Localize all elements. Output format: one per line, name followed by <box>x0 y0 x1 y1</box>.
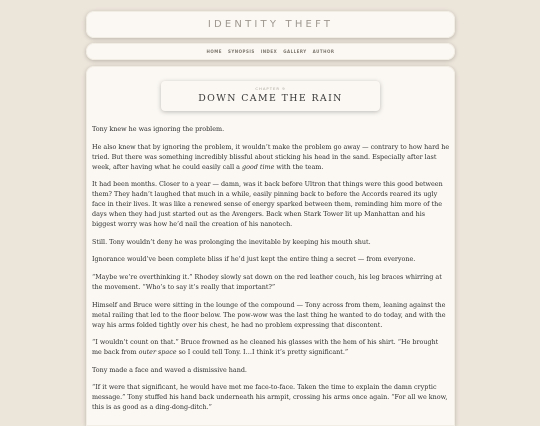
story-paragraph <box>92 382 450 412</box>
paragraph-text: Still. Tony wouldn’t deny he was prolonging the inevitable by keeping his mouth shut. <box>92 237 371 246</box>
story-paragraph <box>92 142 450 172</box>
paragraph-text: Tony made a face and waved a dismissive hand. <box>92 365 247 374</box>
story-paragraph <box>92 272 450 292</box>
site-title[interactable]: IDENTITY THEFT <box>207 19 334 30</box>
nav-link-gallery[interactable]: GALLERY <box>283 49 307 54</box>
nav-link-index[interactable]: INDEX <box>260 49 278 54</box>
paragraph-text: with the team. <box>274 162 324 171</box>
paragraph-text: “I wouldn’t count on that.” Bruce frowned as he cleaned his glasses with the hem of his shirt. “He brought me back from <box>92 338 439 357</box>
nav-link-synopsis[interactable]: SYNOPSIS <box>228 49 255 54</box>
story-paragraph <box>92 254 450 264</box>
paragraph-text: Tony knew he was ignoring the problem. <box>92 125 225 133</box>
chapter-title: DOWN CAME THE RAIN <box>198 93 343 104</box>
story-paragraph <box>92 337 450 357</box>
story-paragraph <box>92 124 450 134</box>
chapter-heading <box>161 81 380 111</box>
site-title-card <box>86 11 455 38</box>
chapter-content <box>86 66 455 426</box>
story-paragraph <box>92 237 450 247</box>
paragraph-text: Himself and Bruce were sitting in the lounge of the compound — Tony across from them, leaning against the metal railing that led to the floor below. The pow-wow was the last thing he wanted to do today, and with the way his arms folded tightly over his chest, he had no problem expressing that discontent. <box>92 300 446 329</box>
nav-link-author[interactable]: AUTHOR <box>312 49 335 54</box>
story-paragraph <box>92 179 450 229</box>
main-nav <box>86 43 455 60</box>
nav-link-home[interactable]: HOME <box>206 49 222 54</box>
paragraph-text: so I could tell Tony. I…I think it’s pretty significant.” <box>176 348 349 357</box>
story-paragraph <box>92 365 450 375</box>
paragraph-text: He also knew that by ignoring the problem, it wouldn’t make the problem go away — contrary to how hard he tried. But there was something incredibly blissful about sticking his head in the sand. Especially after last week, after having what he could easily call a <box>92 142 450 171</box>
paragraph-text: “If it were that significant, he would have met me face-to-face. Taken the time to explain the damn cryptic message.” Tony stuffed his hand back underneath his armpit, crossing his arms once again. “For all we know, this is as good as a ding-dong-ditch.” <box>92 383 448 412</box>
paragraph-text: “Maybe we’re overthinking it.” Rhodey slowly sat down on the red leather couch, his leg braces whirring at the movement. “Who’s to say it’s really that important?” <box>92 272 442 291</box>
story-text <box>92 124 450 420</box>
emphasis-text: outer space <box>138 348 177 357</box>
story-paragraph <box>92 300 450 330</box>
paragraph-text: It had been months. Closer to a year — damn, was it back before Ultron that things were this good between them? They hadn’t laughed that much in a while, easily pinning back to before the Accords reared its ugly face in their lives. It was like a renewed sense of energy sparked between them, reminding him more of the days when they had just started out as the Avengers. Back when Stark Tower lit up Manhattan and his biggest worry was how he’d nail the creation of his nanotech. <box>92 180 443 229</box>
chapter-number: CHAPTER 9 <box>255 86 286 91</box>
emphasis-text: good time <box>241 162 275 171</box>
paragraph-text: Ignorance would’ve been complete bliss if he’d just kept the entire thing a secret — from everyone. <box>92 255 416 264</box>
